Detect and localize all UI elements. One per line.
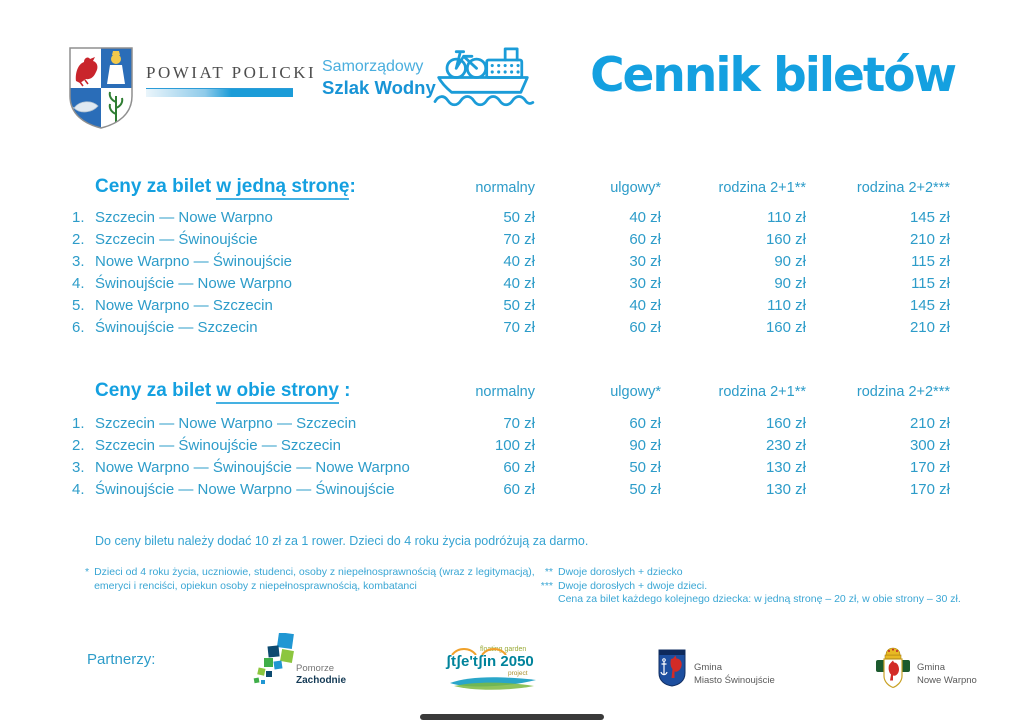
price-ulgowy: 60 zł xyxy=(629,318,661,336)
footnote-star3-line1: Dwoje dorosłych + dwoje dzieci. xyxy=(558,579,708,592)
price-rodzina-2plus2: 115 zł xyxy=(911,252,950,270)
row-number: 3. xyxy=(72,458,85,476)
wave-swoosh-icon xyxy=(448,675,540,691)
route-label: Nowe Warpno — Świnoujście — Nowe Warpno xyxy=(95,458,410,476)
price-normalny: 50 zł xyxy=(503,296,535,314)
nowe-warpno-line2: Nowe Warpno xyxy=(917,674,977,686)
pomorze-zachodnie-logo-icon xyxy=(252,633,296,694)
row-number: 4. xyxy=(72,480,85,498)
powiat-logo-stripe xyxy=(146,88,293,97)
swinoujscie-label xyxy=(694,662,775,687)
heading-prefix: Ceny za bilet xyxy=(95,380,217,401)
table-row xyxy=(68,478,956,500)
table-row xyxy=(68,316,956,338)
route-label: Świnoujście — Nowe Warpno xyxy=(95,274,293,292)
footnote-star3-symbol: *** xyxy=(540,579,553,592)
price-ulgowy: 30 zł xyxy=(629,274,661,292)
column-header-normalny: normalny xyxy=(475,384,535,400)
footnote-star3-line2: Cena za bilet każdego kolejnego dziecka: w jedną stronę – 20 zł, w obie strony – 30 zł. xyxy=(558,593,961,605)
szlak-line2: Szlak Wodny xyxy=(322,77,436,98)
footnote-star1-symbol: * xyxy=(85,566,90,578)
row-number: 5. xyxy=(72,296,85,314)
heading-underlined: w jedną stronę xyxy=(216,176,349,200)
price-rodzina-2plus1: 230 zł xyxy=(765,436,806,454)
column-header-ulgowy: ulgowy* xyxy=(610,180,661,196)
szczecin-floating-garden-logo xyxy=(446,646,556,696)
price-normalny: 70 zł xyxy=(503,318,535,336)
price-rodzina-2plus2: 170 zł xyxy=(909,480,950,498)
heading-underlined: w obie strony xyxy=(216,380,338,404)
price-rodzina-2plus2: 210 zł xyxy=(909,318,950,336)
szlak-wodny-logo xyxy=(322,57,436,98)
column-header-normalny: normalny xyxy=(475,180,535,196)
route-label: Świnoujście — Szczecin xyxy=(95,318,258,336)
nowe-warpno-label xyxy=(917,662,977,687)
ferry-with-bicycle-icon xyxy=(430,36,536,113)
szczecin-2050-wordmark xyxy=(446,653,556,670)
price-rodzina-2plus2: 170 zł xyxy=(909,458,950,476)
swinoujscie-line2: Miasto Świnoujście xyxy=(694,674,775,686)
route-label: Nowe Warpno — Świnoujście xyxy=(95,252,293,270)
price-rodzina-2plus2: 145 zł xyxy=(909,208,950,226)
footnote-rodzina xyxy=(533,566,961,607)
column-header-ulgowy: ulgowy* xyxy=(610,384,661,400)
price-normalny: 60 zł xyxy=(503,458,535,476)
price-rodzina-2plus1: 130 zł xyxy=(765,458,806,476)
one-way-section-heading xyxy=(95,176,413,198)
swinoujscie-coat-of-arms-icon xyxy=(658,649,686,692)
logo-arcs-icon xyxy=(448,647,510,655)
route-label: Szczecin — Świnoujście — Szczecin xyxy=(95,436,341,454)
price-rodzina-2plus1: 110 zł xyxy=(767,208,806,226)
price-rodzina-2plus2: 145 zł xyxy=(909,296,950,314)
table-row xyxy=(68,250,956,272)
price-rodzina-2plus2: 300 zł xyxy=(909,436,950,454)
column-header-rodzina-2plus2: rodzina 2+2*** xyxy=(856,180,950,196)
footnote-star1-line1: Dzieci od 4 roku życia, uczniowie, studenci, osoby z niepełnosprawnością (wraz z legitymacją), xyxy=(94,566,535,578)
home-indicator-bar xyxy=(420,714,604,720)
project-label: project xyxy=(508,670,528,677)
footnote-star1-line2: emeryci i renciści, opiekun osoby z niepełnosprawnością, kombatanci xyxy=(94,579,417,592)
row-number: 2. xyxy=(72,230,85,248)
price-normalny: 70 zł xyxy=(503,230,535,248)
column-header-rodzina-2plus2: rodzina 2+2*** xyxy=(856,384,950,400)
price-ulgowy: 30 zł xyxy=(629,252,661,270)
route-label: Szczecin — Nowe Warpno xyxy=(95,208,273,226)
route-label: Szczecin — Nowe Warpno — Szczecin xyxy=(95,414,357,432)
szczecin-2050-text: ʃtʃe'tʃin 2050 xyxy=(446,653,534,670)
price-normalny: 50 zł xyxy=(503,208,535,226)
price-rodzina-2plus1: 110 zł xyxy=(767,296,806,314)
partners-label: Partnerzy: xyxy=(87,651,156,668)
round-trip-rows xyxy=(68,412,956,500)
price-rodzina-2plus1: 130 zł xyxy=(765,480,806,498)
pomorze-zachodnie-label xyxy=(296,663,346,686)
column-header-rodzina-2plus1: rodzina 2+1** xyxy=(718,384,806,400)
heading-colon: : xyxy=(349,176,356,197)
floating-garden-label: floating garden xyxy=(480,646,527,653)
price-ulgowy: 40 zł xyxy=(629,296,661,314)
price-rodzina-2plus2: 115 zł xyxy=(911,274,950,292)
bike-and-children-note: Do ceny biletu należy dodać 10 zł za 1 rower. Dzieci do 4 roku życia podróżują za darmo. xyxy=(95,534,589,548)
price-rodzina-2plus1: 160 zł xyxy=(765,318,806,336)
round-trip-section-heading xyxy=(95,380,413,402)
table-header-row xyxy=(68,372,956,402)
price-rodzina-2plus1: 160 zł xyxy=(765,230,806,248)
price-normalny: 40 zł xyxy=(503,252,535,270)
price-rodzina-2plus1: 160 zł xyxy=(765,414,806,432)
pomorze-line1: Pomorze xyxy=(296,663,335,674)
powiat-policki-coat-of-arms-icon xyxy=(68,46,134,135)
column-header-rodzina-2plus1: rodzina 2+1** xyxy=(718,180,806,196)
one-way-price-table xyxy=(68,168,956,338)
swinoujscie-line1: Gmina xyxy=(694,662,722,673)
row-number: 1. xyxy=(72,414,85,432)
footnote-star3-text xyxy=(558,580,961,607)
route-label: Świnoujście — Nowe Warpno — Świnoujście xyxy=(95,480,395,498)
table-row xyxy=(68,412,956,434)
row-number: 1. xyxy=(72,208,85,226)
price-ulgowy: 50 zł xyxy=(629,458,661,476)
price-ulgowy: 40 zł xyxy=(629,208,661,226)
price-ulgowy: 50 zł xyxy=(629,480,661,498)
footnote-star2-text: Dwoje dorosłych + dziecko xyxy=(558,566,683,578)
route-label: Szczecin — Świnoujście xyxy=(95,230,258,248)
footnote-star2-symbol: ** xyxy=(544,566,553,578)
price-rodzina-2plus2: 210 zł xyxy=(909,230,950,248)
pomorze-line2: Zachodnie xyxy=(296,674,347,686)
price-normalny: 60 zł xyxy=(503,480,535,498)
table-header-row xyxy=(68,168,956,198)
table-row xyxy=(68,294,956,316)
row-number: 4. xyxy=(72,274,85,292)
price-normalny: 40 zł xyxy=(503,274,535,292)
price-rodzina-2plus1: 90 zł xyxy=(774,274,806,292)
heading-prefix: Ceny za bilet xyxy=(95,176,217,197)
route-label: Nowe Warpno — Szczecin xyxy=(95,296,273,314)
heading-colon: : xyxy=(338,380,351,401)
table-row xyxy=(68,456,956,478)
szlak-line1: Samorządowy xyxy=(322,58,424,75)
table-row xyxy=(68,272,956,294)
page-title: Cennik biletów xyxy=(590,48,955,103)
footnote-ulgowy xyxy=(85,566,535,593)
powiat-policki-label: POWIAT POLICKI xyxy=(146,63,317,82)
row-number: 3. xyxy=(72,252,85,270)
price-ulgowy: 90 zł xyxy=(629,436,661,454)
nowe-warpno-line1: Gmina xyxy=(917,662,945,673)
price-ulgowy: 60 zł xyxy=(629,230,661,248)
row-number: 2. xyxy=(72,436,85,454)
table-row xyxy=(68,228,956,250)
table-row xyxy=(68,206,956,228)
price-rodzina-2plus2: 210 zł xyxy=(909,414,950,432)
price-ulgowy: 60 zł xyxy=(629,414,661,432)
row-number: 6. xyxy=(72,318,85,336)
price-normalny: 100 zł xyxy=(494,436,535,454)
footnote-star1-text xyxy=(94,566,535,593)
price-rodzina-2plus1: 90 zł xyxy=(774,252,806,270)
price-normalny: 70 zł xyxy=(503,414,535,432)
table-row xyxy=(68,434,956,456)
round-trip-price-table xyxy=(68,372,956,500)
one-way-rows xyxy=(68,206,956,338)
nowe-warpno-coat-of-arms-icon xyxy=(876,646,910,697)
